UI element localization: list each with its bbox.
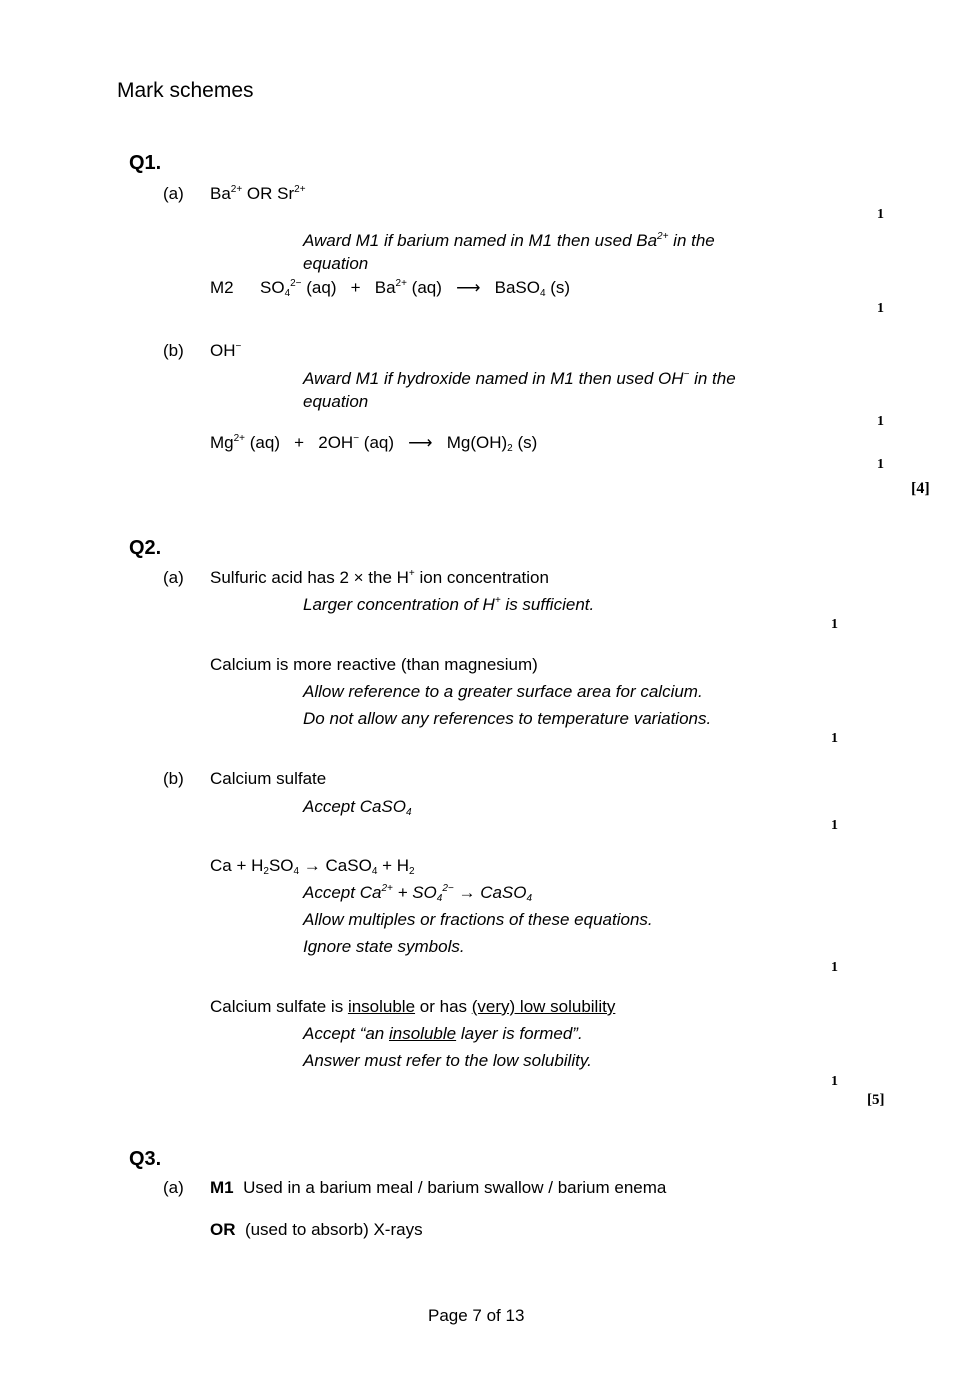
q1-heading: Q1.: [129, 152, 162, 174]
q2-b-answer-1: Calcium sulfate: [210, 769, 327, 788]
q2-total: [5]: [867, 1092, 885, 1108]
q2-heading: Q2.: [129, 537, 162, 559]
q1-m2-equation: $SO_4^{2-}$ $(aq) + Ba^{2+}$ (aq) ⟶ BaSO$_4$ (s): [260, 278, 571, 299]
q1-a-label: (a): [163, 184, 184, 203]
q3-a-or: OR (used to absorb) X-rays: [210, 1220, 423, 1239]
q2-b-equation: $Ca + H_2SO_4$ → CaSO$_4$ + $H_2$: [210, 856, 415, 877]
q1-m2-label: M2: [210, 278, 234, 297]
q2-b-answer-3: Calcium sulfate is insoluble or has (very) low solubility: [210, 997, 616, 1016]
q2-b-note-1: Accept CaSO$_4$: [303, 797, 412, 818]
q2-b-mark-2: 1: [831, 960, 838, 975]
q1-total: [4]: [911, 480, 930, 497]
q1-a-note-line-1: Award M1 if barium named in M1 then used $Ba^{2+}$ in the: [303, 231, 715, 250]
q2-a-note-2b: Do not allow any references to temperature variations.: [303, 709, 712, 728]
q1-b-answer: OH−: [210, 341, 242, 360]
q2-b-note-2b: Allow multiples or fractions of these equations.: [303, 910, 653, 929]
q2-a-note-2a: Allow reference to a greater surface area for calcium.: [303, 682, 703, 701]
q2-b-note-2c: Ignore state symbols.: [303, 937, 465, 956]
page-title: Mark schemes: [117, 79, 254, 102]
q2-a-mark-1: 1: [831, 617, 838, 632]
q1-b-mark-2: 1: [877, 457, 884, 472]
q1-b-note-line-2: equation: [303, 392, 369, 411]
q1-a-answer: $Ba^{2+}$ OR $Sr^{2+}$: [210, 184, 306, 203]
q2-a-mark-2: 1: [831, 731, 838, 746]
q2-b-note-3a: Accept “an insoluble layer is formed”.: [303, 1024, 583, 1043]
q1-b-note-line-1: Award M1 if hydroxide named in M1 then used OH− in the: [303, 369, 736, 388]
q2-b-mark-1: 1: [831, 818, 838, 833]
q2-a-answer-1: Sulfuric acid has 2 × the H+ ion concentration: [210, 568, 549, 587]
q1-b-mark-1: 1: [877, 414, 884, 429]
q2-a-note-1: Larger concentration of H+ is sufficient.: [303, 595, 595, 614]
q1-a-mark-1: 1: [877, 207, 884, 222]
q2-a-answer-2: Calcium is more reactive (than magnesium): [210, 655, 538, 674]
q1-a-mark-2: 1: [877, 301, 884, 316]
q2-a-label: (a): [163, 568, 184, 587]
q3-heading: Q3.: [129, 1148, 162, 1170]
page-number: Page 7 of 13: [428, 1306, 525, 1325]
q2-b-label: (b): [163, 769, 184, 788]
q3-a-label: (a): [163, 1178, 184, 1197]
q2-b-note-2a: Accept $Ca^{2+} + SO_4^{2-}$ → CaSO$_4$: [303, 883, 533, 904]
q2-b-mark-3: 1: [831, 1074, 838, 1089]
q1-b-label: (b): [163, 341, 184, 360]
q1-b-equation: $Mg^{2+}$ (aq) + 2OH− (aq) ⟶ $Mg(OH)_2$ (s): [210, 433, 538, 454]
q2-b-note-3b: Answer must refer to the low solubility.: [303, 1051, 592, 1070]
q3-a-m1: M1 Used in a barium meal / barium swallow / barium enema: [210, 1178, 667, 1197]
q1-a-note-line-2: equation: [303, 254, 369, 273]
